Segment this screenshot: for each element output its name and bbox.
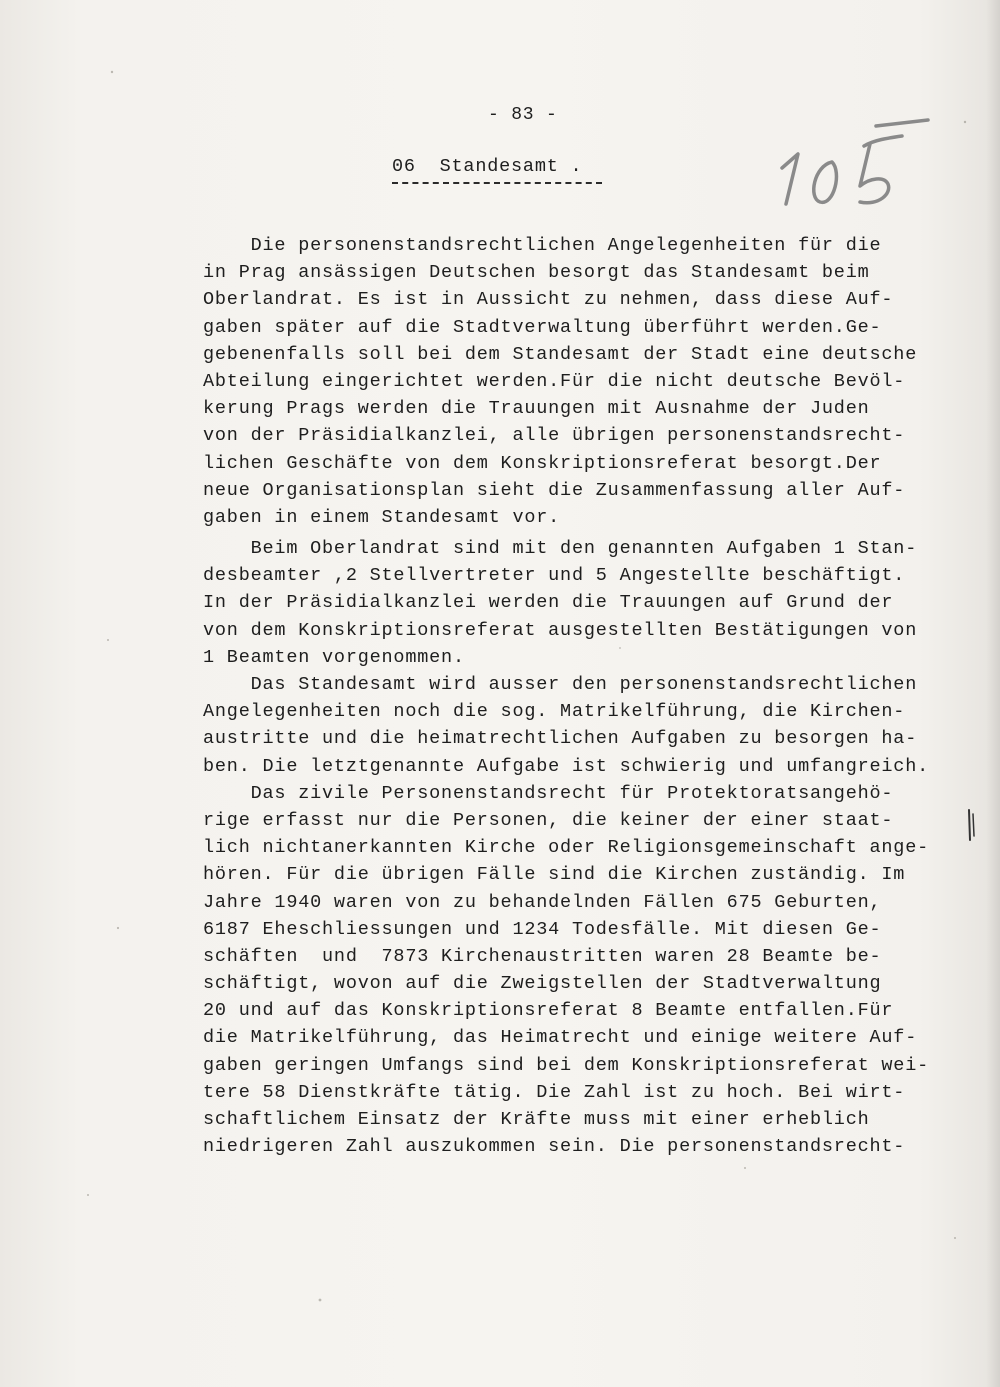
text-line: niedrigeren Zahl auszukommen sein. Die personenstandsrecht- [203,1136,906,1158]
text-line: neue Organisationsplan sieht die Zusammenfassung aller Auf- [203,479,906,501]
text-line: gaben in einem Standesamt vor. [203,506,561,528]
text-line: Das Standesamt wird ausser den personenstandsrechtlichen [203,674,918,695]
text-line: rige erfasst nur die Personen, die keiner der einer staat- [203,809,894,831]
text-line: Die personenstandsrechtlichen Angelegenheiten für die [203,235,882,256]
page-number: - 83 - [488,105,558,125]
text-line: Jahre 1940 waren von zu behandelnden Fällen 675 Geburten, [203,891,882,913]
text-line: schäftigt, wovon auf die Zweigstellen der Stadtverwaltung [203,973,882,995]
text-line: die Matrikelführung, das Heimatrecht und einige weitere Auf- [203,1027,918,1049]
text-line: Beim Oberlandrat sind mit den genannten Aufgaben 1 Stan- [203,538,918,560]
handwritten-folio-number [770,118,935,223]
text-line: Oberlandrat. Es ist in Aussicht zu nehmen, dass diese Auf- [203,289,894,311]
text-line: tere 58 Dienstkräfte tätig. Die Zahl ist zu hoch. Bei wirt- [203,1081,906,1103]
margin-pencil-mark [965,806,977,846]
body-text [203,232,973,1160]
text-line: gaben später auf die Stadtverwaltung überführt werden.Ge- [203,316,882,338]
text-line: Abteilung eingerichtet werden.Für die nicht deutsche Bevöl- [203,370,906,392]
text-line: 6187 Eheschliessungen und 1234 Todesfälle. Mit diesen Ge- [203,918,882,940]
text-line: gaben geringen Umfangs sind bei dem Konskriptionsreferat wei- [203,1054,930,1076]
text-line: 20 und auf das Konskriptionsreferat 8 Beamte entfallen.Für [203,1000,894,1022]
text-line: schäften und 7873 Kirchenaustritten waren 28 Beamte be- [203,945,882,967]
text-line: lichen Geschäfte von dem Konskriptionsreferat besorgt.Der [203,452,882,474]
title-underline [392,182,602,184]
text-line: austritte und die heimatrechtlichen Aufgaben zu besorgen ha- [203,728,918,750]
text-line: von dem Konskriptionsreferat ausgestellten Bestätigungen von [203,619,918,641]
text-line: gebenenfalls soll bei dem Standesamt der Stadt eine deutsche [203,343,918,365]
section-title: 06 Standesamt . [392,156,583,177]
text-line: Angelegenheiten noch die sog. Matrikelführung, die Kirchen- [203,701,906,723]
text-line: in Prag ansässigen Deutschen besorgt das Standesamt beim [203,262,870,284]
text-line: 1 Beamten vorgenommen. [203,646,465,668]
text-line: lich nichtanerkannten Kirche oder Religionsgemeinschaft ange- [203,837,930,859]
text-line: kerung Prags werden die Trauungen mit Ausnahme der Juden [203,398,870,420]
text-line: schaftlichem Einsatz der Kräfte muss mit einer erheblich [203,1109,870,1130]
text-line: ben. Die letztgenannte Aufgabe ist schwierig und umfangreich. [203,755,930,777]
text-line: hören. Für die übrigen Fälle sind die Kirchen zuständig. Im [203,864,906,886]
text-line: In der Präsidialkanzlei werden die Trauungen auf Grund der [203,592,894,614]
text-line: desbeamter ,2 Stellvertreter und 5 Angestellte beschäftigt. [203,565,906,587]
text-line: Das zivile Personenstandsrecht für Protektoratsangehö- [203,782,894,804]
text-line: von der Präsidialkanzlei, alle übrigen personenstandsrecht- [203,425,906,447]
